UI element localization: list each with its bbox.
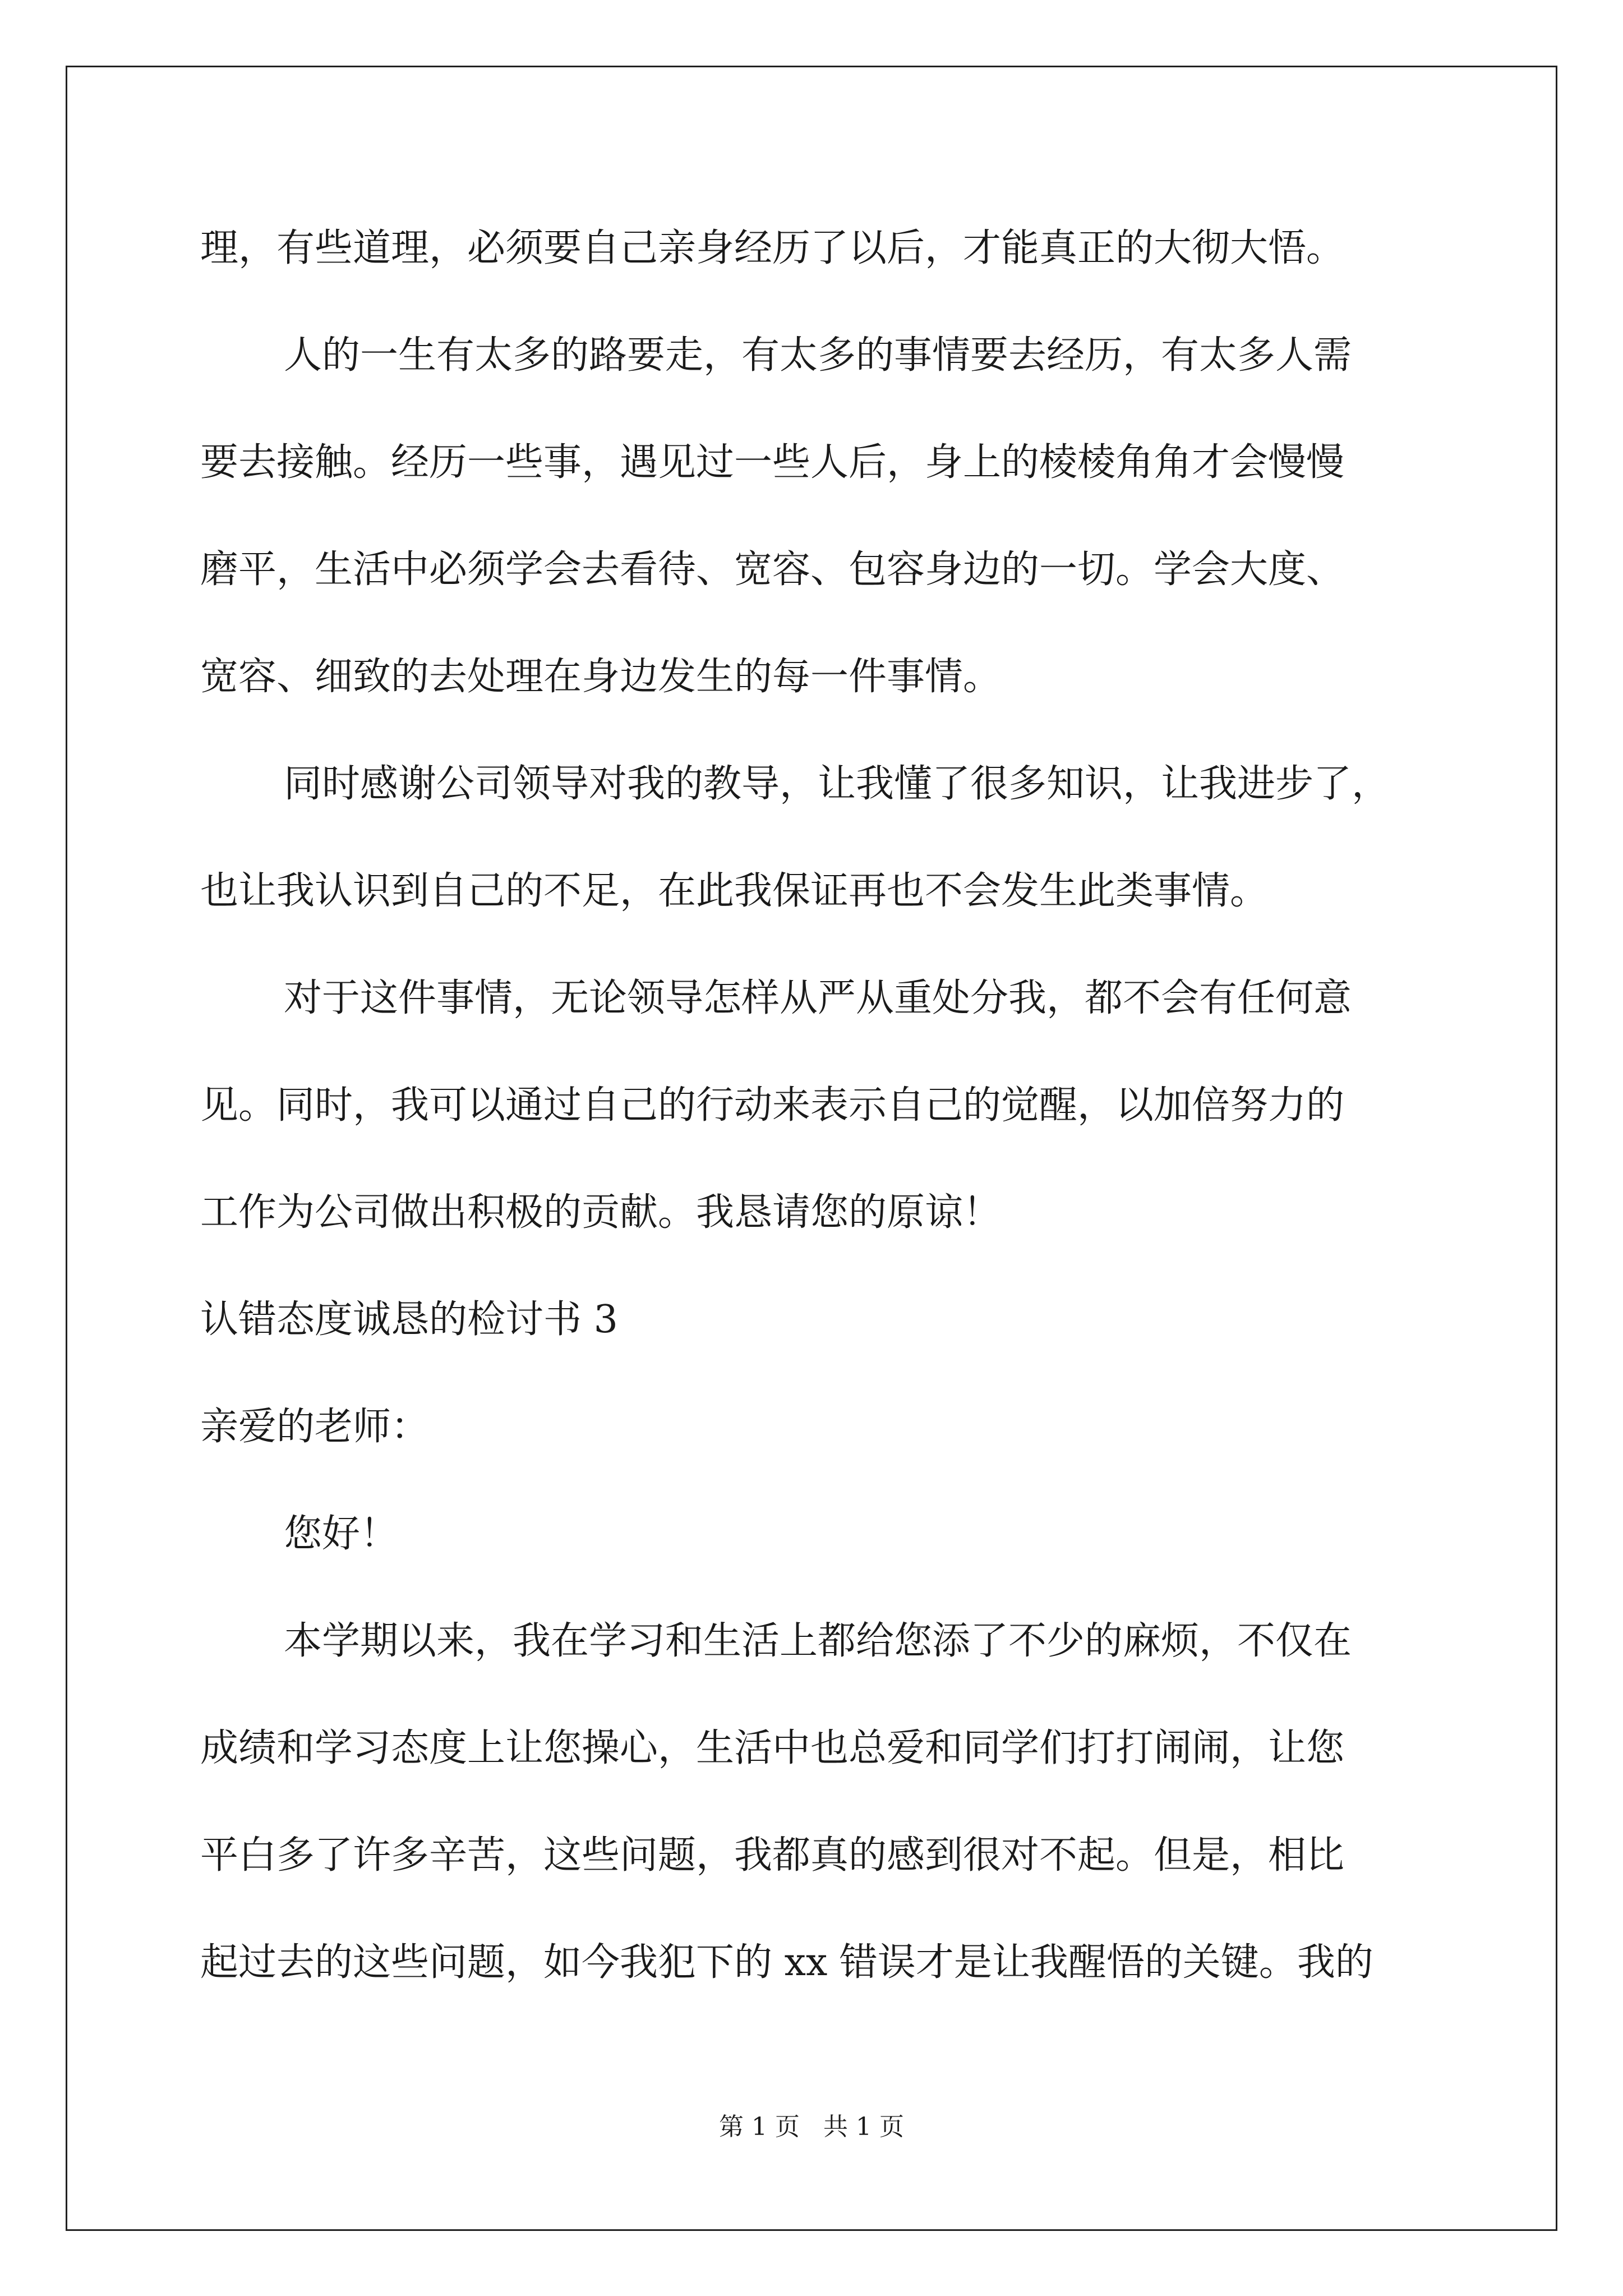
text-line: 平白多了许多辛苦，这些问题，我都真的感到很对不起。但是，相比 <box>200 1833 1345 1878</box>
text-line: 也让我认识到自己的不足，在此我保证再也不会发生此类事情。 <box>200 869 1269 913</box>
greeting: 您好！ <box>284 1512 399 1556</box>
paragraph-start-line: 对于这件事情，无论领导怎样从严从重处分我，都不会有任何意 <box>284 976 1352 1020</box>
text-line: 成绩和学习态度上让您操心，生活中也总爱和同学们打打闹闹，让您 <box>200 1726 1345 1770</box>
page-footer: 第 1 页 共 1 页 <box>719 2113 904 2141</box>
text-line: 理，有些道理，必须要自己亲身经历了以后，才能真正的大彻大悟。 <box>200 226 1345 270</box>
text-line: 工作为公司做出积极的贡献。我恳请您的原谅！ <box>200 1190 1002 1235</box>
page-border <box>66 66 1557 2231</box>
text-line: 起过去的这些问题，如今我犯下的 xx 错误才是让我醒悟的关键。我的 <box>200 1940 1373 1985</box>
salutation: 亲爱的老师： <box>200 1405 430 1449</box>
text-line: 要去接触。经历一些事，遇见过一些人后，身上的棱棱角角才会慢慢 <box>200 440 1345 485</box>
paragraph-start-line: 人的一生有太多的路要走，有太多的事情要去经历，有太多人需 <box>284 333 1352 378</box>
paragraph-start-line: 同时感谢公司领导对我的教导，让我懂了很多知识，让我进步了， <box>284 762 1390 806</box>
paragraph-start-line: 本学期以来，我在学习和生活上都给您添了不少的麻烦，不仅在 <box>284 1619 1352 1663</box>
section-heading: 认错态度诚恳的检讨书 3 <box>200 1297 618 1342</box>
text-line: 磨平，生活中必须学会去看待、宽容、包容身边的一切。学会大度、 <box>200 547 1345 592</box>
text-line: 宽容、细致的去处理在身边发生的每一件事情。 <box>200 655 1002 699</box>
text-line: 见。同时，我可以通过自己的行动来表示自己的觉醒，以加倍努力的 <box>200 1083 1345 1128</box>
